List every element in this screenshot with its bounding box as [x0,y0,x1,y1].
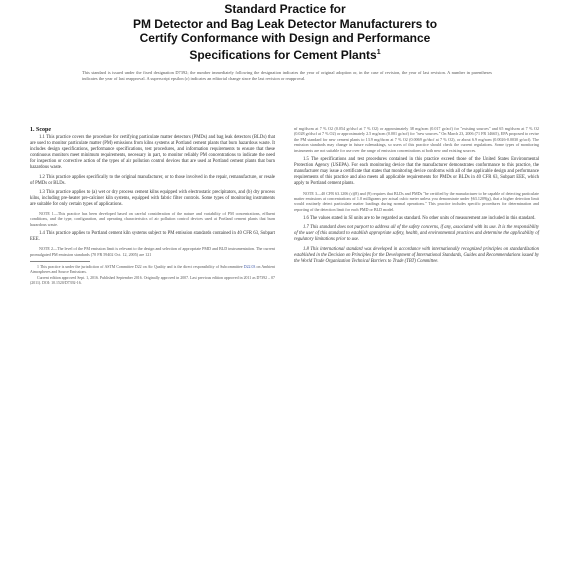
paragraph-1-8: 1.8 This international standard was developed in accordance with internationally recognized principles on standardization established in the Decision on Principles for the Development of International Standards, Guides and Recommendations issued by the World Trade Organization Technical Barriers to Trade (TBT) Committee. [294,246,539,264]
paragraph-1-1: 1.1 This practice covers the procedure for certifying particulate matter detectors (PMDs) and bag leak detectors (BLDs) that are used to monitor particulate matter (PM) emissions from kilns systems at Portland cement plants that burn hazardous waste. It includes design specifications, performance specifications, test procedures, and information requirements to ensure that these continuous monitors meet minimum requirements, necessary in part, to monitor reliably PM concentrations to indicate the need for inspection or corrective action of the types of air pollution control devices that are used at Portland cement plants that burn hazardous waste. [30,135,275,171]
section-heading-scope: 1. Scope [30,127,51,133]
designation-notice: This standard is issued under the fixed designation D7392; the number immediately following the designation indicates the year of original adoption or, in the case of revision, the year of last revision. A number in parentheses indicates the year of last reapproval. A superscript epsilon (ε) indicates an editorial change since the last revision or reapproval. [82,70,492,81]
document-title [0,2,570,62]
paragraph-1-5: 1.5 The specifications and test procedures contained in this practice exceed those of the United States Environmental Protection Agency (USEPA). For each monitoring device that the manufacturer demonstrates conformance to this practice, the manufacturer may issue a certificate that states that monitoring device conforms with all of the applicable design and performance requirements of this practice and also meets all applicable requirements for PMDs or BLDs in 40 CFR 63, Subpart EEE, which apply to Portland cement plants. [294,157,539,187]
footnote-1-suffix: on Ambient Atmospheres and Source Emissions. [30,265,275,275]
note-1: NOTE 1—This practice has been developed based on careful consideration of the nature and variability of PM concentrations, effluent conditions, and the type, configuration, and operating characteristics of air pollution control devices used at Portland cement plants that burn hazardous waste. [30,211,275,227]
footnote-2: Current edition approved Sept. 1, 2016. Published September 2016. Originally approved in 2007. Last previous edition approved in 2011 as D7392 – 07 (2011). DOI: 10.1520/D7392-16. [30,276,275,286]
subcommittee-link[interactable]: D22.03 [243,265,256,270]
footnote-marker: 1 [376,48,381,56]
note-2: NOTE 2—The level of the PM emission limit is relevant to the design and selection of appropriate PMD and BLD instrumentation. The current promulgated PM emission standards (70 FR 59402 Oct. 12, 2005) are 121 [30,246,275,257]
title-line: Standard Practice for [224,2,346,16]
title-line: PM Detector and Bag Leak Detector Manufacturers to [132,16,438,31]
left-column [30,126,275,287]
title-line [0,46,570,63]
footnote-1-text: 1 This practice is under the jurisdiction of ASTM Committee D22 on Air Quality and is the direct responsibility of Subcommittee [37,265,244,270]
note-3: NOTE 3—40 CFR 63.1206 (c)(8) and (9) requires that BLDs and PMDs "be certified by the manufacturer to be capable of detecting particulate matter emissions at concentrations of 1.0 milligrams per actual cubic meter unless you demonstrate under §63.1209(g), that a higher detection limit would routinely detect particulate matter loadings during normal operations." This practice includes specific procedures for determination and reporting of the detection limit for each PMD or BLD model. [294,190,539,212]
footnote-divider [30,261,90,262]
paragraph-1-7: 1.7 This standard does not purport to address all of the safety concerns, if any, associated with its use. It is the responsibility of the user of this standard to establish appropriate safety, health, and environmental practices and determine the applicability of regulatory limitations prior to use. [294,225,539,243]
title-line: Certify Conformance with Design and Performance [139,31,431,45]
footnote-1 [30,265,275,275]
paragraph-1-3: 1.3 This practice applies to (a) wet or dry process cement kilns equipped with electrostatic precipitators, and (b) dry process kilns, including pre-heater pre-calciner kiln systems, equipped with fabric filter controls. Some types of monitoring instruments are suitable for only certain types of applications. [30,189,275,207]
paragraph-1-2: 1.2 This practice applies specifically to the original manufacturer, or to those involved in the repair, remanufacture, or resale of PMDs or BLDs. [30,174,275,186]
paragraph-1-4: 1.4 This practice applies to Portland cement kiln systems subject to PM emission standards contained in 40 CFR 63, Subpart EEE. [30,231,275,243]
title-line-text: Specifications for Cement Plants [189,47,377,62]
paragraph-1-6: 1.6 The values stated in SI units are to be regarded as standard. No other units of measurement are included in this standard. [303,216,536,222]
right-column [294,126,539,268]
note-2-continued: nf mg/dscm at 7 % O2 (0.054 gr/dscf at 7 % O2) or approximately 38 mg/acm (0.017 gr/acf) for "existing sources" and 65 mg/dscm at 7 % O2 (0.028 gr/dscf at 7 % O2) or approximately 2.5 mg/acm (0.001 gr/acf) for "new sources." On March 23, 2006 (71 FR 14665), EPA proposed to revise the PM standard for new cement plants to 13.9 mg/dscm at 7 % O2 (0.0069 gr/dscf at 7 % O2), or about 6.9 mg/acm (0.0026-0.0030 gr/acf). The emission standards may change in future rulemakings, so users of this practice should check the current regulations. Some types of monitoring instruments are not suitable for use over the range of emission concentrations at both new and existing sources. [294,126,539,153]
